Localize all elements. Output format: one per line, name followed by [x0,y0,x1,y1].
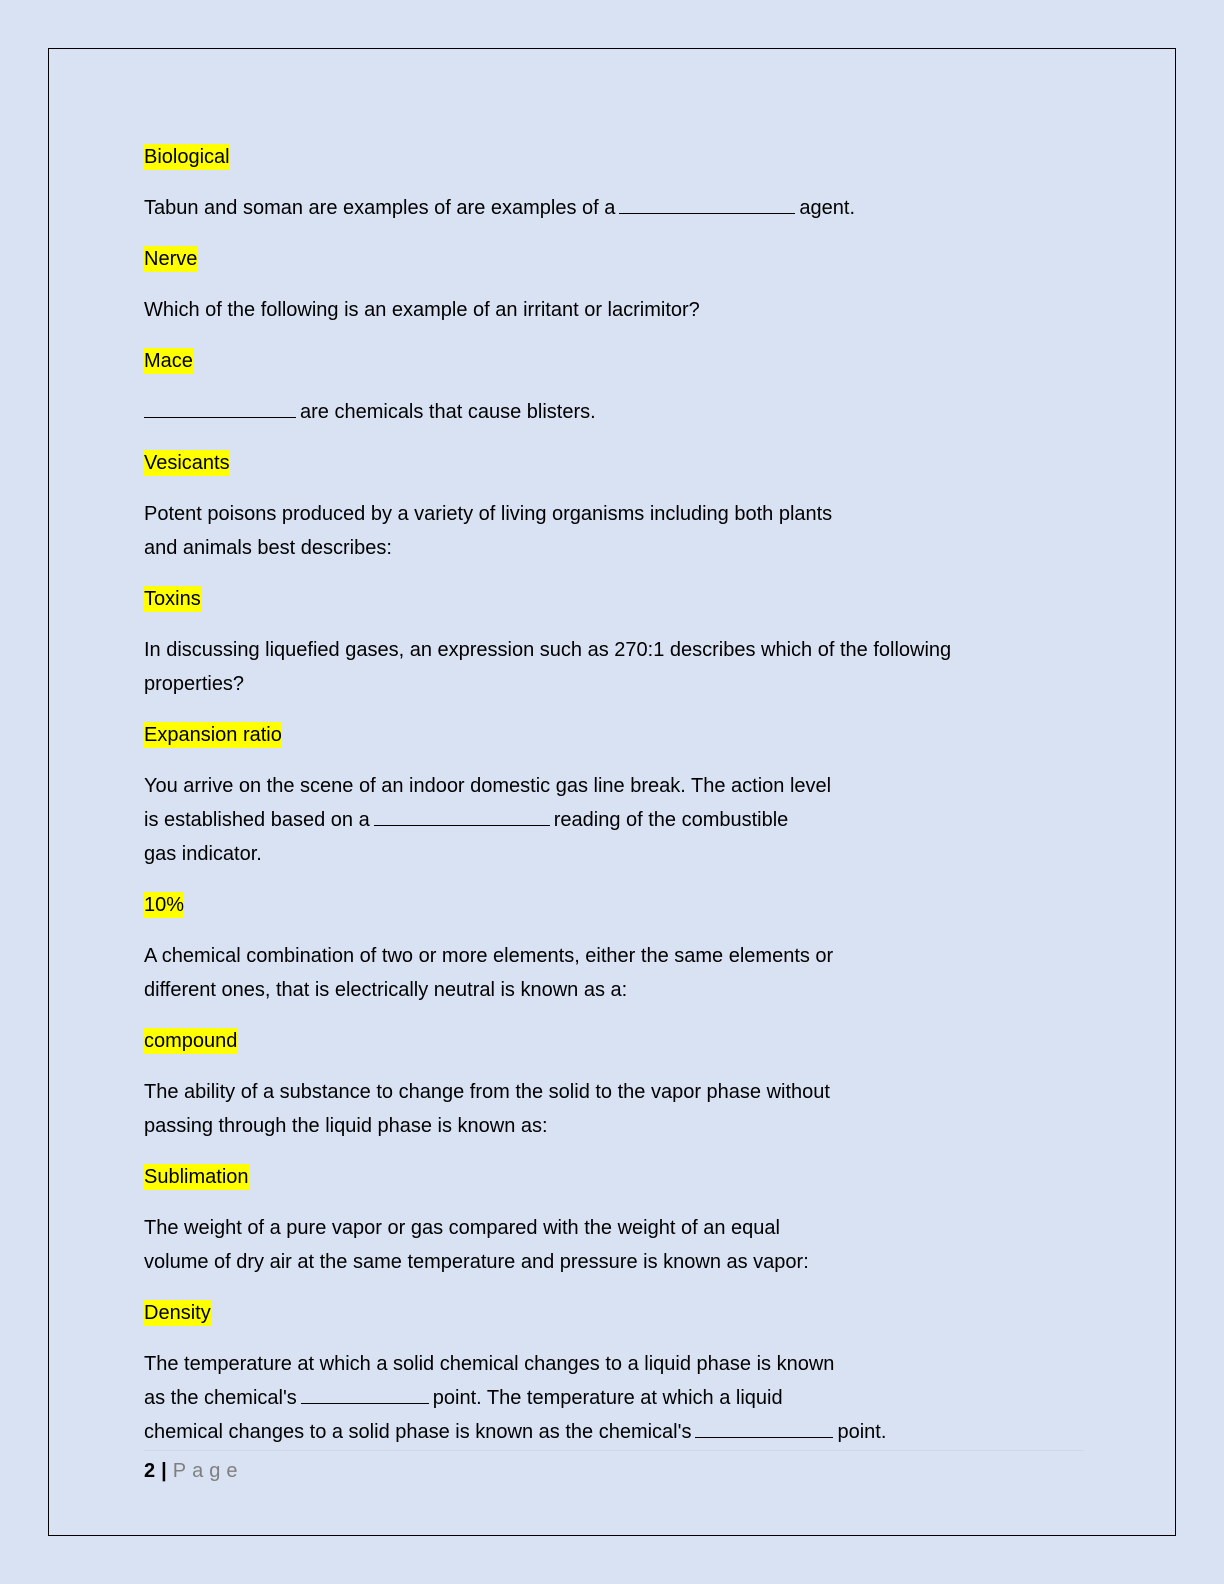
answer-vesicants: Vesicants [144,452,230,474]
question-toxins: Potent poisons produced by a variety of living organisms including both plants and animals best describes: [144,503,833,559]
answer-blank [144,399,296,418]
answer-blank [619,195,795,214]
page-number: 2 [144,1460,156,1482]
document-body [144,140,1044,1466]
question-density: The weight of a pure vapor or gas compared with the weight of an equal volume of dry air at the same temperature and pressure is known as vapor: [144,1217,809,1273]
question-nerve-agent: Tabun and soman are examples of are examples of a agent. [144,197,855,219]
question-expansion: In discussing liquefied gases, an expression such as 270:1 describes which of the following properties? [144,639,952,695]
answer-blank [695,1419,833,1438]
answer-10-percent: 10% [144,894,185,916]
answer-density: Density [144,1302,211,1324]
question-blisters: are chemicals that cause blisters. [144,395,1044,429]
answer-expansion-ratio: Expansion ratio [144,724,282,746]
answer-blank [374,807,550,826]
question-gas-line: You arrive on the scene of an indoor domestic gas line break. The action level is established based on a reading of the combustible gas indicator. [144,775,832,865]
page-footer [144,1456,243,1486]
footer-divider [144,1450,1084,1451]
answer-biological: Biological [144,146,230,168]
question-irritant: Which of the following is an example of an irritant or lacrimitor? [144,299,700,321]
footer-separator: | [161,1460,167,1482]
answer-toxins: Toxins [144,588,201,610]
answer-sublimation: Sublimation [144,1166,249,1188]
question-compound: A chemical combination of two or more elements, either the same elements or different ones, that is electrically neutral is known as a: [144,945,834,1001]
answer-nerve: Nerve [144,248,198,270]
question-melting-freezing: The temperature at which a solid chemical changes to a liquid phase is known as the chemical's point. The temperature at which a liquid chemical changes to a solid phase is known as the chemical's point. [144,1353,887,1443]
answer-blank [301,1385,429,1404]
answer-mace: Mace [144,350,193,372]
page-label: Page [172,1460,244,1482]
answer-compound: compound [144,1030,238,1052]
question-sublimation: The ability of a substance to change from the solid to the vapor phase without passing through the liquid phase is known as: [144,1081,830,1137]
